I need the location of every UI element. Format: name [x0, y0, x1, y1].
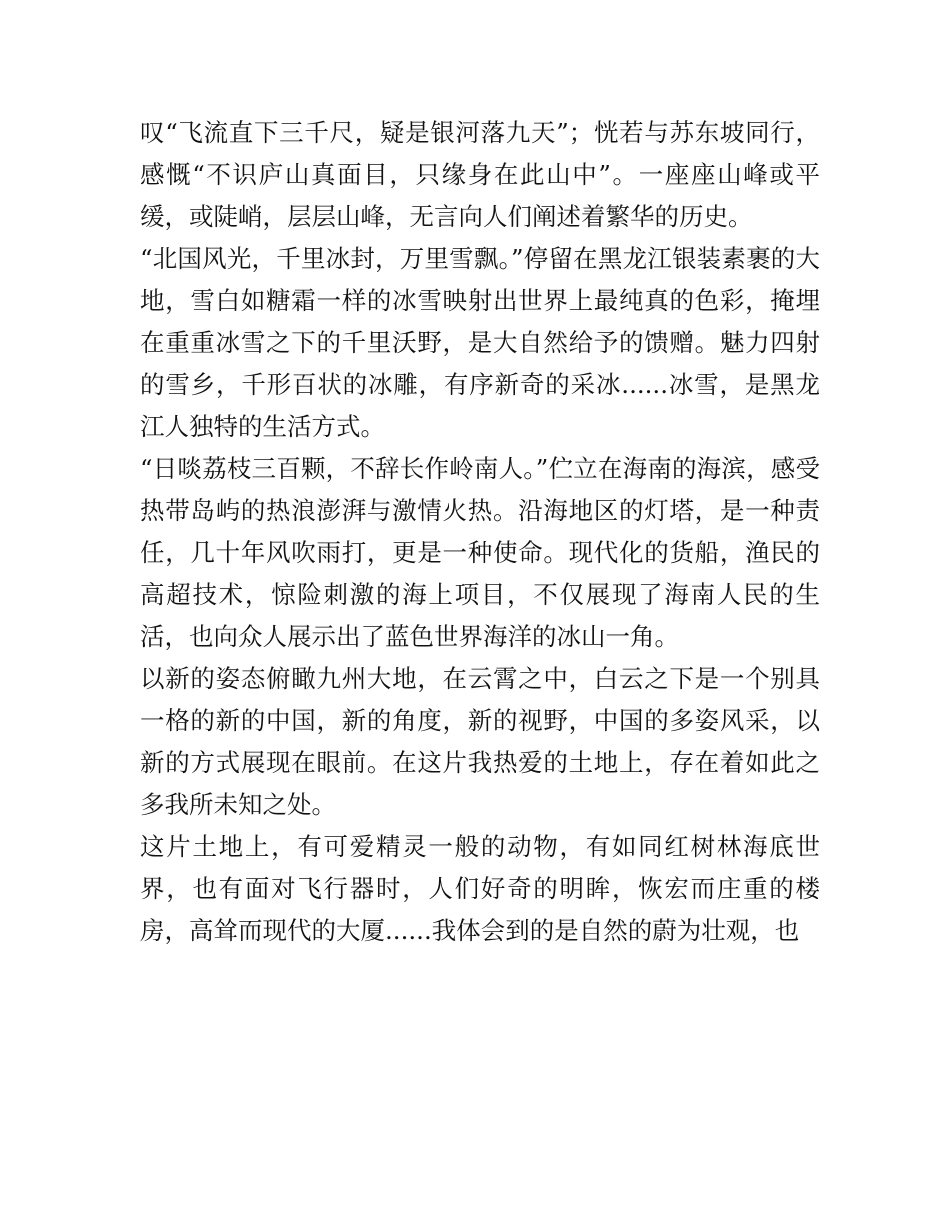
paragraph-hainan: “日啖荔枝三百颗，不辞长作岭南人。”伫立在海南的海滨，感受热带岛屿的热浪澎湃与激情火热。沿海地区的灯塔，是一种责任，几十年风吹雨打，更是一种使命。现代化的货船，渔民的高超技术，惊险刺激的海上项目，不仅展现了海南人民的生活，也向众人展示出了蓝色世界海洋的冰山一角。: [140, 454, 820, 651]
document-page: [140, 112, 820, 952]
paragraph-lushan: 叹“飞流直下三千尺，疑是银河落九天”；恍若与苏东坡同行，感慨“不识庐山真面目，只缘身在此山中”。一座座山峰或平缓，或陡峭，层层山峰，无言向人们阐述着繁华的历史。: [140, 118, 820, 231]
paragraph-new-china: 以新的姿态俯瞰九州大地，在云霄之中，白云之下是一个别具一格的新的中国，新的角度，新的视野，中国的多姿风采，以新的方式展现在眼前。在这片我热爱的土地上，存在着如此之多我所未知之处。: [140, 664, 820, 819]
paragraph-this-land: 这片土地上，有可爱精灵一般的动物，有如同红树林海底世界，也有面对飞行器时，人们好奇的明眸，恢宏而庄重的楼房，高耸而现代的大厦......我体会到的是自然的蔚为壮观，也: [140, 832, 820, 945]
paragraph-heilongjiang: “北国风光，千里冰封，万里雪飘。”停留在黑龙江银装素裹的大地，雪白如糖霜一样的冰雪映射出世界上最纯真的色彩，掩埋在重重冰雪之下的千里沃野，是大自然给予的馈赠。魅力四射的雪乡，千形百状的冰雕，有序新奇的采冰......冰雪，是黑龙江人独特的生活方式。: [140, 244, 820, 441]
